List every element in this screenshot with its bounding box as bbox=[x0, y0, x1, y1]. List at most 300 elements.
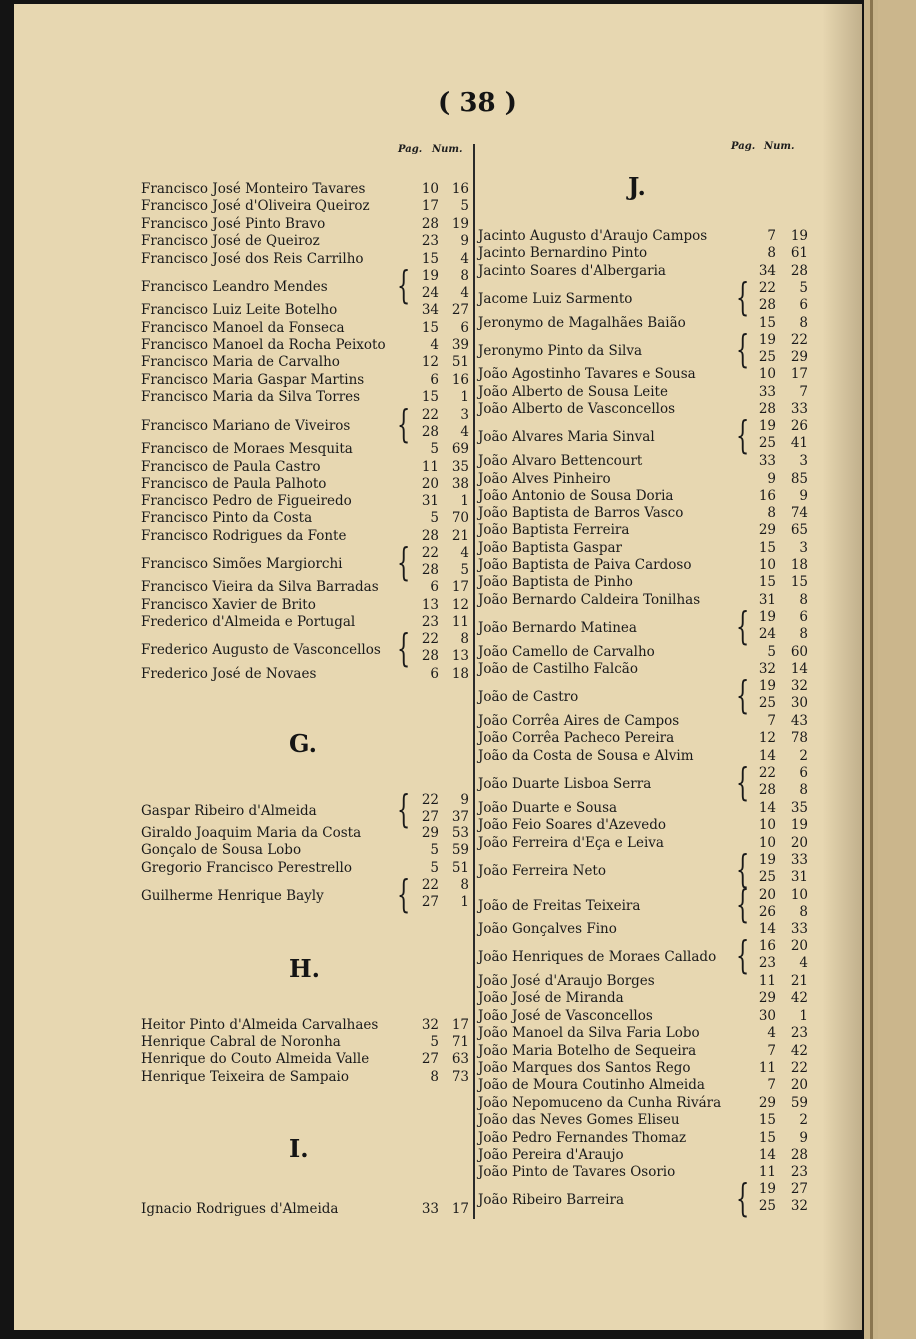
entry-name: João Pereira d'Araujo bbox=[478, 1147, 624, 1163]
page-ref: 16 bbox=[758, 938, 776, 954]
page-ref: 24 bbox=[758, 626, 776, 642]
entry-name: Jeronymo Pinto da Silva bbox=[478, 343, 643, 359]
page-ref: 8 bbox=[430, 1069, 439, 1085]
entry-name: Henrique Cabral de Noronha bbox=[141, 1034, 341, 1050]
number-ref: 60 bbox=[790, 644, 808, 660]
page-ref: 11 bbox=[421, 459, 439, 475]
number-ref: 17 bbox=[451, 1017, 469, 1033]
number-ref: 1 bbox=[799, 1008, 808, 1024]
page-ref: 5 bbox=[430, 441, 439, 457]
brace-symbol: { bbox=[736, 882, 750, 926]
entry-name: João Corrêa Pacheco Pereira bbox=[478, 730, 675, 746]
entry-name: João de Castilho Falcão bbox=[478, 661, 638, 677]
number-ref: 6 bbox=[799, 765, 808, 781]
entry-name: Jacinto Soares d'Albergaria bbox=[478, 263, 666, 279]
index-entry bbox=[141, 1051, 471, 1071]
index-entry bbox=[478, 327, 810, 371]
entry-name: João Baptista de Paiva Cardoso bbox=[478, 557, 692, 573]
index-entry bbox=[141, 666, 471, 686]
index-entry bbox=[141, 510, 471, 530]
entry-name: João Nepomuceno da Cunha Rivára bbox=[478, 1095, 722, 1111]
number-ref: 1 bbox=[460, 894, 469, 910]
page-ref: 15 bbox=[758, 540, 776, 556]
index-entry bbox=[478, 1112, 810, 1132]
index-entry bbox=[141, 626, 471, 670]
page-ref: 10 bbox=[758, 366, 776, 382]
number-ref: 8 bbox=[460, 268, 469, 284]
index-entry bbox=[141, 302, 471, 322]
entry-name: Francisco José d'Oliveira Queiroz bbox=[141, 198, 370, 214]
index-entry bbox=[478, 413, 810, 457]
number-ref: 19 bbox=[790, 228, 808, 244]
entry-name: João Pedro Fernandes Thomaz bbox=[478, 1130, 687, 1146]
entry-name: João de Castro bbox=[478, 689, 579, 705]
index-entry bbox=[478, 933, 810, 977]
number-ref: 8 bbox=[799, 315, 808, 331]
number-ref: 8 bbox=[799, 626, 808, 642]
page-ref: 29 bbox=[758, 522, 776, 538]
entry-name: Heitor Pinto d'Almeida Carvalhaes bbox=[141, 1017, 379, 1033]
number-ref: 2 bbox=[799, 1112, 808, 1128]
index-entry bbox=[478, 730, 810, 750]
brace-symbol: { bbox=[736, 1176, 750, 1220]
page-ref: 5 bbox=[430, 860, 439, 876]
page-ref: 28 bbox=[758, 401, 776, 417]
number-ref: 32 bbox=[790, 678, 808, 694]
index-entry bbox=[141, 198, 471, 218]
number-ref: 33 bbox=[790, 852, 808, 868]
entry-name: Henrique Teixeira de Sampaio bbox=[141, 1069, 349, 1085]
entry-name: João Maria Botelho de Sequeira bbox=[478, 1043, 697, 1059]
entry-name: João Manoel da Silva Faria Lobo bbox=[478, 1025, 700, 1041]
number-ref: 8 bbox=[799, 904, 808, 920]
page-ref: 33 bbox=[758, 453, 776, 469]
brace-symbol: { bbox=[736, 327, 750, 371]
index-entry bbox=[478, 1077, 810, 1097]
number-ref: 4 bbox=[460, 251, 469, 267]
right-index-column bbox=[478, 4, 818, 1330]
entry-name: João José de Vasconcellos bbox=[478, 1008, 653, 1024]
number-ref: 8 bbox=[460, 877, 469, 893]
number-ref: 27 bbox=[451, 302, 469, 318]
number-ref: 59 bbox=[451, 842, 469, 858]
index-entry bbox=[478, 245, 810, 265]
entry-name: Gaspar Ribeiro d'Almeida bbox=[141, 803, 317, 819]
entry-name: Francisco Luiz Leite Botelho bbox=[141, 302, 338, 318]
entry-name: João José de Miranda bbox=[478, 990, 624, 1006]
page-ref: 23 bbox=[758, 955, 776, 971]
number-ref: 13 bbox=[451, 648, 469, 664]
number-ref: 23 bbox=[790, 1025, 808, 1041]
page-ref: 10 bbox=[758, 557, 776, 573]
number-ref: 35 bbox=[451, 459, 469, 475]
number-ref: 4 bbox=[799, 955, 808, 971]
number-ref: 3 bbox=[799, 540, 808, 556]
page-ref: 34 bbox=[758, 263, 776, 279]
page-ref: 19 bbox=[758, 1181, 776, 1197]
number-ref: 17 bbox=[451, 579, 469, 595]
number-ref: 38 bbox=[451, 476, 469, 492]
entry-name: João Ferreira Neto bbox=[478, 863, 606, 879]
entry-name: Francisco José Monteiro Tavares bbox=[141, 181, 366, 197]
entry-name: João José d'Araujo Borges bbox=[478, 973, 655, 989]
page-ref: 14 bbox=[758, 748, 776, 764]
number-ref: 59 bbox=[790, 1095, 808, 1111]
page-ref: 34 bbox=[421, 302, 439, 318]
number-ref: 9 bbox=[460, 792, 469, 808]
number-ref: 51 bbox=[451, 860, 469, 876]
index-entry bbox=[141, 389, 471, 409]
page-ref: 11 bbox=[758, 1060, 776, 1076]
number-ref: 16 bbox=[451, 372, 469, 388]
page-ref: 16 bbox=[758, 488, 776, 504]
section-heading: G. bbox=[289, 729, 317, 758]
page-ref: 4 bbox=[430, 337, 439, 353]
page-ref: 23 bbox=[421, 233, 439, 249]
number-ref: 23 bbox=[790, 1164, 808, 1180]
entry-name: Jacome Luiz Sarmento bbox=[478, 291, 633, 307]
page-ref: 29 bbox=[758, 990, 776, 1006]
number-ref: 2 bbox=[799, 748, 808, 764]
page-ref: 19 bbox=[758, 332, 776, 348]
entry-name: Francisco de Paula Castro bbox=[141, 459, 321, 475]
number-ref: 28 bbox=[790, 263, 808, 279]
page-ref: 19 bbox=[421, 268, 439, 284]
entry-name: Jeronymo de Magalhães Baião bbox=[478, 315, 686, 331]
page-ref: 15 bbox=[758, 574, 776, 590]
page-ref: 10 bbox=[758, 817, 776, 833]
page-ref: 19 bbox=[758, 609, 776, 625]
number-ref: 41 bbox=[790, 435, 808, 451]
number-ref: 33 bbox=[790, 401, 808, 417]
number-ref: 7 bbox=[799, 384, 808, 400]
entry-name: João de Freitas Teixeira bbox=[478, 898, 641, 914]
brace-symbol: { bbox=[397, 787, 411, 831]
number-ref: 73 bbox=[451, 1069, 469, 1085]
next-page-edge bbox=[878, 0, 916, 1339]
entry-name: João das Neves Gomes Eliseu bbox=[478, 1112, 680, 1128]
page-ref: 19 bbox=[758, 678, 776, 694]
entry-name: João Camello de Carvalho bbox=[478, 644, 655, 660]
number-ref: 6 bbox=[799, 609, 808, 625]
page-ref: 9 bbox=[767, 471, 776, 487]
page-ref: 4 bbox=[767, 1025, 776, 1041]
page-ref: 15 bbox=[421, 389, 439, 405]
page-ref: 25 bbox=[758, 869, 776, 885]
entry-name: João Marques dos Santos Rego bbox=[478, 1060, 691, 1076]
entry-name: Francisco Manoel da Fonseca bbox=[141, 320, 345, 336]
index-entry bbox=[478, 1176, 810, 1220]
number-ref: 29 bbox=[790, 349, 808, 365]
page-ref: 31 bbox=[421, 493, 439, 509]
entry-name: João Baptista de Barros Vasco bbox=[478, 505, 684, 521]
index-entry bbox=[478, 275, 810, 319]
page-ref: 22 bbox=[421, 407, 439, 423]
page-ref: 28 bbox=[758, 297, 776, 313]
number-ref: 21 bbox=[790, 973, 808, 989]
page-ref: 28 bbox=[758, 782, 776, 798]
page-ref: 10 bbox=[758, 835, 776, 851]
entry-name: Francisco Pinto da Costa bbox=[141, 510, 313, 526]
number-ref: 17 bbox=[451, 1201, 469, 1217]
index-entry bbox=[478, 990, 810, 1010]
number-ref: 5 bbox=[460, 562, 469, 578]
page-ref: 7 bbox=[767, 713, 776, 729]
page-ref: 8 bbox=[767, 245, 776, 261]
number-ref: 30 bbox=[790, 695, 808, 711]
number-ref: 20 bbox=[790, 938, 808, 954]
number-ref: 4 bbox=[460, 285, 469, 301]
number-ref: 4 bbox=[460, 545, 469, 561]
entry-name: João Feio Soares d'Azevedo bbox=[478, 817, 667, 833]
page-ref: 22 bbox=[421, 545, 439, 561]
right-pag-header: Pag. bbox=[731, 141, 756, 152]
number-ref: 6 bbox=[460, 320, 469, 336]
entry-name: Jacinto Bernardino Pinto bbox=[478, 245, 648, 261]
number-ref: 19 bbox=[790, 817, 808, 833]
entry-name: Francisco José Pinto Bravo bbox=[141, 216, 326, 232]
page-ref: 20 bbox=[758, 887, 776, 903]
index-entry bbox=[478, 522, 810, 542]
index-entry bbox=[478, 574, 810, 594]
page-ref: 25 bbox=[758, 695, 776, 711]
entry-name: João da Costa de Sousa e Alvim bbox=[478, 748, 694, 764]
number-ref: 9 bbox=[799, 1130, 808, 1146]
entry-name: João Baptista de Pinho bbox=[478, 574, 633, 590]
entry-name: João Alberto de Sousa Leite bbox=[478, 384, 668, 400]
entry-name: Francisco de Paula Palhoto bbox=[141, 476, 327, 492]
number-ref: 21 bbox=[451, 528, 469, 544]
number-ref: 69 bbox=[451, 441, 469, 457]
number-ref: 10 bbox=[790, 887, 808, 903]
entry-name: João Pinto de Tavares Osorio bbox=[478, 1164, 676, 1180]
entry-name: Gregorio Francisco Perestrello bbox=[141, 860, 353, 876]
index-entry bbox=[478, 366, 810, 386]
page-ref: 12 bbox=[758, 730, 776, 746]
number-ref: 5 bbox=[460, 198, 469, 214]
entry-name: Francisco Simões Margiorchi bbox=[141, 556, 343, 572]
index-entry bbox=[141, 441, 471, 461]
page-ref: 14 bbox=[758, 1147, 776, 1163]
section-heading: I. bbox=[289, 1134, 309, 1163]
page-ref: 6 bbox=[430, 372, 439, 388]
entry-name: Francisco José de Queiroz bbox=[141, 233, 320, 249]
entry-name: Francisco Pedro de Figueiredo bbox=[141, 493, 352, 509]
number-ref: 12 bbox=[451, 597, 469, 613]
number-ref: 51 bbox=[451, 354, 469, 370]
entry-name: Francisco Maria Gaspar Martins bbox=[141, 372, 365, 388]
page-ref: 30 bbox=[758, 1008, 776, 1024]
page-ref: 11 bbox=[758, 1164, 776, 1180]
page-ref: 15 bbox=[421, 251, 439, 267]
right-num-header: Num. bbox=[764, 141, 795, 152]
entry-name: Francisco Maria de Carvalho bbox=[141, 354, 340, 370]
number-ref: 22 bbox=[790, 332, 808, 348]
page-ref: 14 bbox=[758, 800, 776, 816]
page-ref: 12 bbox=[421, 354, 439, 370]
entry-name: João Henriques de Moraes Callado bbox=[478, 949, 717, 965]
page-ref: 15 bbox=[421, 320, 439, 336]
index-entry bbox=[141, 787, 471, 831]
page-ref: 25 bbox=[758, 435, 776, 451]
page-ref: 22 bbox=[758, 280, 776, 296]
page-ref: 32 bbox=[421, 1017, 439, 1033]
page-ref: 33 bbox=[421, 1201, 439, 1217]
page-number: ( 38 ) bbox=[438, 88, 517, 118]
entry-name: Francisco Mariano de Viveiros bbox=[141, 418, 351, 434]
brace-symbol: { bbox=[736, 275, 750, 319]
entry-name: João Baptista Gaspar bbox=[478, 540, 622, 556]
number-ref: 71 bbox=[451, 1034, 469, 1050]
entry-name: Francisco Rodrigues da Fonte bbox=[141, 528, 347, 544]
left-num-header: Num. bbox=[432, 144, 463, 155]
page-ref: 5 bbox=[430, 842, 439, 858]
entry-name: João Corrêa Aires de Campos bbox=[478, 713, 680, 729]
number-ref: 74 bbox=[790, 505, 808, 521]
entry-name: João Duarte Lisboa Serra bbox=[478, 776, 652, 792]
number-ref: 42 bbox=[790, 1043, 808, 1059]
number-ref: 18 bbox=[790, 557, 808, 573]
index-entry bbox=[141, 402, 471, 446]
entry-name: João Ribeiro Barreira bbox=[478, 1192, 624, 1208]
number-ref: 27 bbox=[790, 1181, 808, 1197]
page-ref: 29 bbox=[421, 825, 439, 841]
index-entry bbox=[141, 842, 471, 862]
index-entry bbox=[478, 817, 810, 837]
number-ref: 85 bbox=[790, 471, 808, 487]
left-index-column bbox=[141, 4, 471, 1330]
number-ref: 31 bbox=[790, 869, 808, 885]
brace-symbol: { bbox=[736, 847, 750, 891]
brace-symbol: { bbox=[397, 263, 411, 307]
entry-name: Francisco de Moraes Mesquita bbox=[141, 441, 353, 457]
number-ref: 42 bbox=[790, 990, 808, 1006]
entry-name: João Antonio de Sousa Doria bbox=[478, 488, 674, 504]
entry-name: João Alves Pinheiro bbox=[478, 471, 611, 487]
entry-name: Giraldo Joaquim Maria da Costa bbox=[141, 825, 362, 841]
index-entry bbox=[141, 579, 471, 599]
brace-symbol: { bbox=[736, 673, 750, 717]
index-entry bbox=[478, 847, 810, 891]
brace-symbol: { bbox=[736, 933, 750, 977]
number-ref: 53 bbox=[451, 825, 469, 841]
number-ref: 28 bbox=[790, 1147, 808, 1163]
entry-name: Francisco Vieira da Silva Barradas bbox=[141, 579, 379, 595]
index-entry bbox=[478, 760, 810, 804]
page-ref: 10 bbox=[421, 181, 439, 197]
index-entry bbox=[478, 882, 810, 926]
number-ref: 9 bbox=[460, 233, 469, 249]
page-ref: 22 bbox=[758, 765, 776, 781]
number-ref: 61 bbox=[790, 245, 808, 261]
index-entry bbox=[478, 673, 810, 717]
number-ref: 6 bbox=[799, 297, 808, 313]
entry-name: João Agostinho Tavares e Sousa bbox=[478, 366, 696, 382]
page-ref: 13 bbox=[421, 597, 439, 613]
page-ref: 28 bbox=[421, 648, 439, 664]
entry-name: João Alvares Maria Sinval bbox=[478, 429, 655, 445]
page-ref: 5 bbox=[430, 1034, 439, 1050]
page-ref: 24 bbox=[421, 285, 439, 301]
page-ref: 28 bbox=[421, 528, 439, 544]
index-entry bbox=[141, 233, 471, 253]
page-ref: 27 bbox=[421, 1051, 439, 1067]
page-ref: 26 bbox=[758, 904, 776, 920]
entry-name: João Alvaro Bettencourt bbox=[478, 453, 643, 469]
page-ref: 22 bbox=[421, 877, 439, 893]
page-ref: 31 bbox=[758, 592, 776, 608]
page-ref: 20 bbox=[421, 476, 439, 492]
number-ref: 8 bbox=[799, 782, 808, 798]
page-ref: 25 bbox=[758, 349, 776, 365]
index-entry bbox=[478, 453, 810, 473]
number-ref: 35 bbox=[790, 800, 808, 816]
page-ref: 28 bbox=[421, 424, 439, 440]
number-ref: 65 bbox=[790, 522, 808, 538]
brace-symbol: { bbox=[397, 872, 411, 916]
index-entry bbox=[141, 1201, 471, 1221]
page-ref: 7 bbox=[767, 1043, 776, 1059]
number-ref: 8 bbox=[460, 631, 469, 647]
brace-symbol: { bbox=[397, 626, 411, 670]
page-ref: 27 bbox=[421, 809, 439, 825]
number-ref: 78 bbox=[790, 730, 808, 746]
column-divider bbox=[473, 144, 475, 1219]
number-ref: 3 bbox=[799, 453, 808, 469]
left-pag-header: Pag. bbox=[398, 144, 423, 155]
page-ref: 22 bbox=[421, 792, 439, 808]
entry-name: João de Moura Coutinho Almeida bbox=[478, 1077, 705, 1093]
number-ref: 11 bbox=[451, 614, 469, 630]
page-ref: 32 bbox=[758, 661, 776, 677]
number-ref: 37 bbox=[451, 809, 469, 825]
number-ref: 43 bbox=[790, 713, 808, 729]
number-ref: 1 bbox=[460, 493, 469, 509]
entry-name: Frederico José de Novaes bbox=[141, 666, 317, 682]
page-ref: 19 bbox=[758, 852, 776, 868]
entry-name: Francisco José dos Reis Carrilho bbox=[141, 251, 364, 267]
index-entry bbox=[141, 540, 471, 584]
page-ref: 25 bbox=[758, 1198, 776, 1214]
number-ref: 22 bbox=[790, 1060, 808, 1076]
index-entry bbox=[141, 872, 471, 916]
entry-name: Francisco Xavier de Brito bbox=[141, 597, 316, 613]
number-ref: 20 bbox=[790, 1077, 808, 1093]
page-ref: 22 bbox=[421, 631, 439, 647]
page-ref: 5 bbox=[767, 644, 776, 660]
index-entry bbox=[478, 1025, 810, 1045]
page-ref: 15 bbox=[758, 315, 776, 331]
number-ref: 4 bbox=[460, 424, 469, 440]
section-heading: H. bbox=[289, 954, 321, 983]
index-entry bbox=[141, 263, 471, 307]
number-ref: 8 bbox=[799, 592, 808, 608]
page-ref: 23 bbox=[421, 614, 439, 630]
entry-name: Francisco Maria da Silva Torres bbox=[141, 389, 361, 405]
number-ref: 26 bbox=[790, 418, 808, 434]
page-ref: 28 bbox=[421, 562, 439, 578]
page-ref: 6 bbox=[430, 579, 439, 595]
index-entry bbox=[141, 1069, 471, 1089]
entry-name: João Gonçalves Fino bbox=[478, 921, 617, 937]
entry-name: João Bernardo Matinea bbox=[478, 620, 637, 636]
entry-name: João Ferreira d'Eça e Leiva bbox=[478, 835, 664, 851]
section-heading: J. bbox=[628, 172, 646, 201]
index-entry bbox=[141, 354, 471, 374]
brace-symbol: { bbox=[736, 760, 750, 804]
book-page bbox=[14, 4, 862, 1330]
page-ref: 15 bbox=[758, 1130, 776, 1146]
